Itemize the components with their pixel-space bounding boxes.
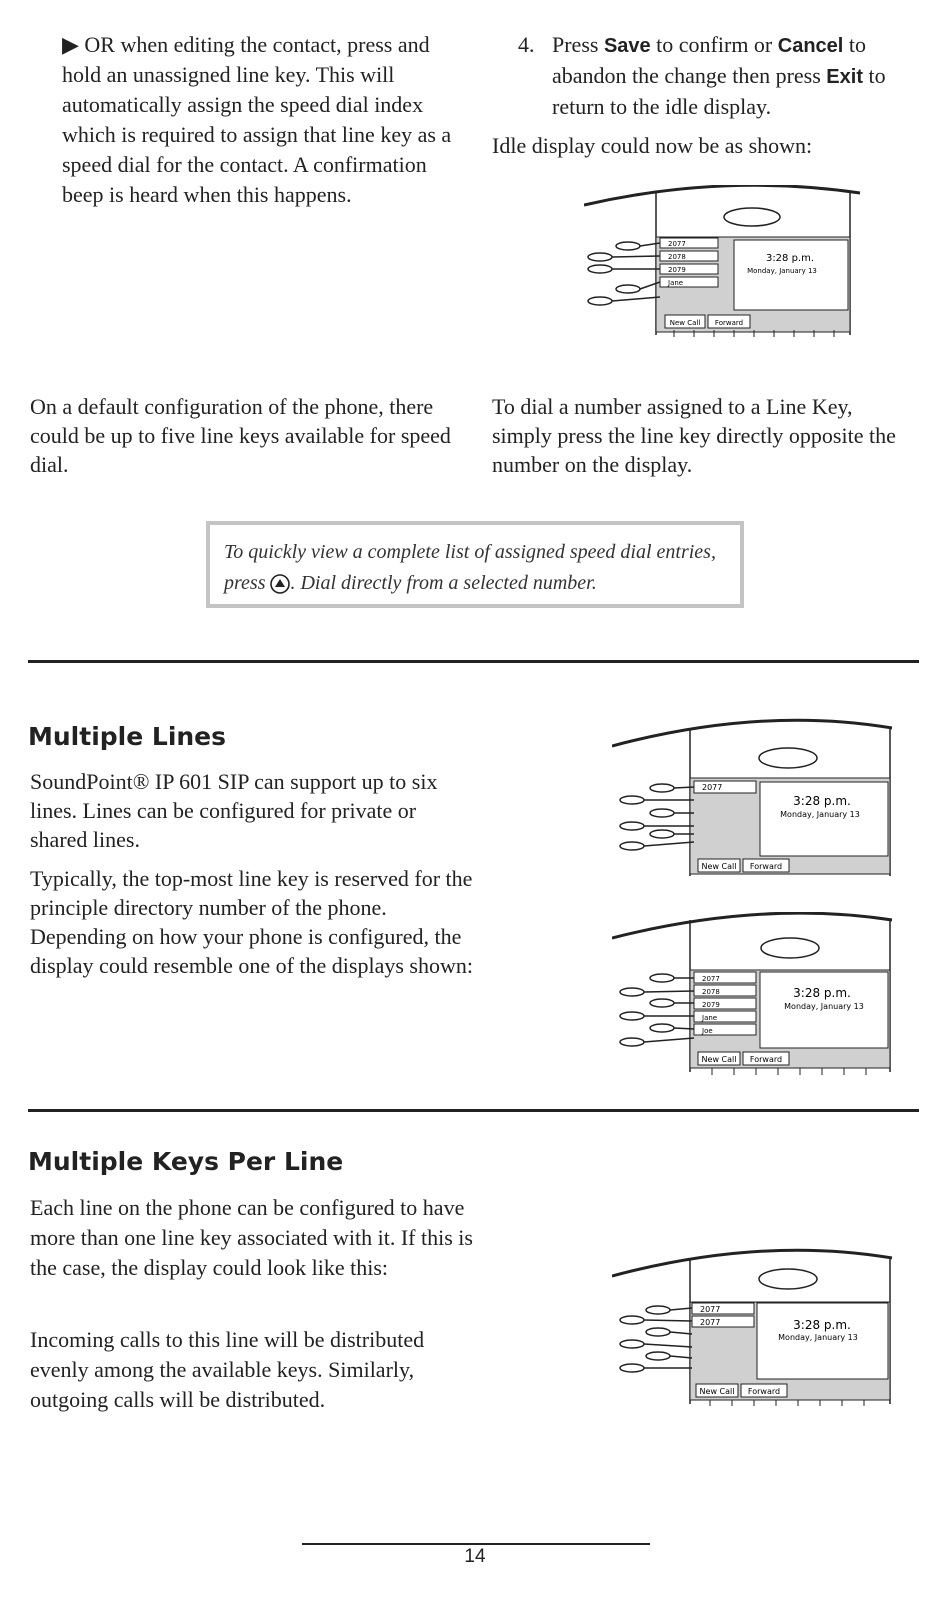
multiple-keys-para1: Each line on the phone can be configured to have more than one line key associated with it. If this is the case, the display could look like this: xyxy=(30,1195,473,1280)
phone-five-lines-illustration xyxy=(612,912,896,1076)
clock-date: Monday, January 13 xyxy=(747,267,817,275)
step-text-a: Press xyxy=(552,32,599,57)
softkey-new-call: New Call xyxy=(701,862,737,871)
clock-time: 3:28 p.m. xyxy=(793,794,851,808)
bullet-text: OR when editing the contact, press and hold an unassigned line key. This will automatically assign the speed dial index which is required to assign that line key as a speed dial for the contact. A confirmation beep is heard when this happens. xyxy=(62,32,452,207)
multiple-lines-para2: Typically, the top-most line key is reserved for the principle directory number of the phone. Depending on how your phone is configured, the display could resemble one of the displays shown: xyxy=(30,866,473,978)
step-text-b: to confirm or xyxy=(656,32,773,57)
line-label: Jane xyxy=(668,279,684,287)
step-text-c: to abandon the change then press xyxy=(552,32,866,88)
exit-key-label: Exit xyxy=(826,66,863,88)
multiple-lines-para1: SoundPoint® IP 601 SIP can support up to six lines. Lines can be configured for private or shared lines. xyxy=(30,769,438,852)
clock-date: Monday, January 13 xyxy=(784,1002,864,1011)
line-label: 2077 xyxy=(668,240,686,248)
multiple-keys-heading: Multiple Keys Per Line xyxy=(28,1147,344,1176)
line-label: Jane xyxy=(702,1014,718,1022)
idle-caption: Idle display could now be as shown: xyxy=(492,133,813,158)
phone-single-line-illustration xyxy=(612,718,896,878)
softkey-forward: Forward xyxy=(714,319,744,327)
softkey-new-call: New Call xyxy=(699,1387,735,1396)
bullet-or-hold-line-key xyxy=(62,30,457,210)
cancel-key-label: Cancel xyxy=(777,35,844,57)
phone-two-keys-illustration xyxy=(612,1248,896,1406)
step-text-d: to return to the idle display. xyxy=(552,63,886,119)
step-4 xyxy=(518,30,918,122)
softkey-forward: Forward xyxy=(749,862,783,871)
default-config-paragraph: On a default configuration of the phone, there could be up to five line keys available for speed dial. xyxy=(30,394,451,477)
multiple-lines-heading: Multiple Lines xyxy=(28,722,227,751)
footer-rule xyxy=(302,1543,650,1545)
dial-assigned-paragraph: To dial a number assigned to a Line Key, simply press the line key directly opposite the number on the display. xyxy=(492,394,896,477)
line-label: 2077 xyxy=(700,1305,721,1314)
section-divider-1 xyxy=(28,660,919,663)
line-label: 2077 xyxy=(702,783,723,792)
line-label: 2077 xyxy=(700,1318,721,1327)
line-label: 2078 xyxy=(668,253,686,261)
page-number: 14 xyxy=(464,1546,486,1567)
step-number: 4. xyxy=(518,32,535,57)
clock-date: Monday, January 13 xyxy=(778,1333,858,1342)
line-label: 2078 xyxy=(702,988,720,996)
clock-time: 3:28 p.m. xyxy=(793,1318,851,1332)
softkey-forward: Forward xyxy=(747,1387,781,1396)
phone-idle-display-illustration xyxy=(584,185,864,337)
tip-text-after: . Dial directly from a selected number. xyxy=(290,572,597,594)
multiple-keys-para2: Incoming calls to this line will be distributed evenly among the available keys. Similarly, outgoing calls will be distributed. xyxy=(30,1327,425,1412)
softkey-new-call: New Call xyxy=(669,319,701,327)
clock-time: 3:28 p.m. xyxy=(765,253,815,264)
section-divider-2 xyxy=(28,1109,919,1112)
line-label: 2079 xyxy=(668,266,686,274)
tip-text-before: To quickly view a complete list of assigned speed dial entries, press xyxy=(224,541,716,594)
clock-time: 3:28 p.m. xyxy=(793,986,851,1000)
softkey-forward: Forward xyxy=(749,1055,783,1064)
save-key-label: Save xyxy=(603,35,651,57)
softkey-new-call: New Call xyxy=(701,1055,737,1064)
clock-date: Monday, January 13 xyxy=(780,810,860,819)
triangle-bullet-icon: ▶ xyxy=(62,32,79,57)
line-label: 2079 xyxy=(702,1001,720,1009)
line-label: Joe xyxy=(702,1027,713,1035)
speed-dial-tip-box xyxy=(206,521,744,608)
up-arrow-button-icon xyxy=(270,574,290,594)
line-label: 2077 xyxy=(702,975,720,983)
